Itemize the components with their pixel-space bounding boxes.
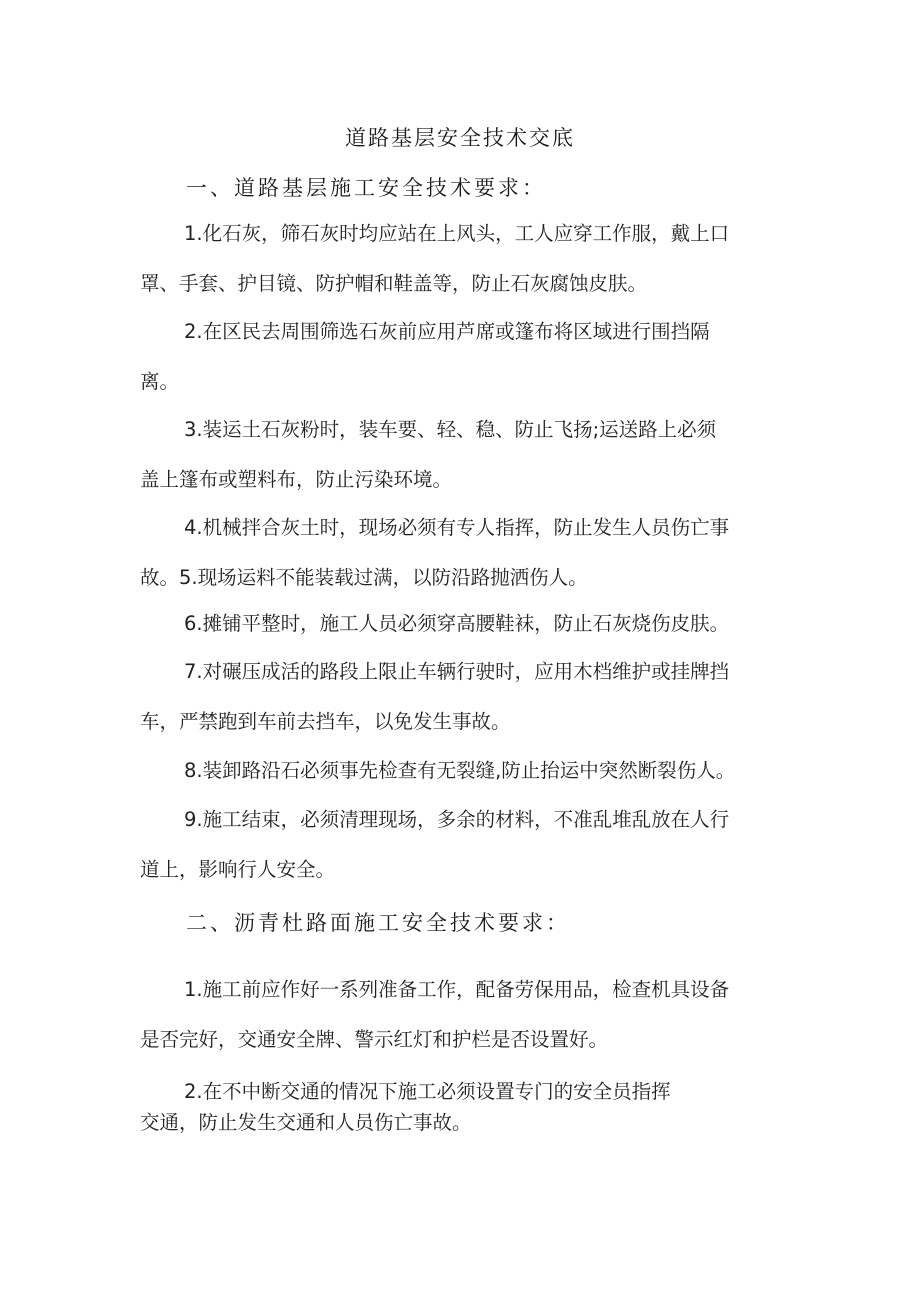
section-1-item-7 [140, 647, 800, 747]
section-1-item-9 [140, 795, 800, 895]
section-2-item-1 [140, 965, 800, 1065]
section-1-item-3 [140, 405, 800, 505]
paragraph-line: 故。5.现场运料不能装载过满，以防沿路抛洒伤人。 [140, 566, 588, 589]
section-1-item-8 [140, 746, 800, 796]
paragraph-line: 4.机械拌合灰土时，现场必须有专人指挥，防止发生人员伤亡事 [184, 516, 730, 539]
section-2-item-2 [140, 1076, 800, 1138]
section-1-item-1 [140, 209, 800, 309]
paragraph-line: 2.在区民去周围筛选石灰前应用芦席或篷布将区域进行围挡隔 [184, 320, 710, 343]
paragraph-line: 6.摊铺平整时，施工人员必须穿高腰鞋袜，防止石灰烧伤皮肤。 [184, 612, 730, 635]
paragraph-line: 是否完好，交通安全牌、警示红灯和护栏是否设置好。 [140, 1028, 609, 1051]
paragraph-line: 离。 [140, 370, 180, 393]
paragraph-line: 8.装卸路沿石必须事先检查有无裂缝,防止抬运中突然断裂伤人。 [184, 759, 736, 782]
section-1-item-2 [140, 307, 800, 407]
paragraph-line: 7.对碾压成活的路段上限止车辆行驶时，应用木档维护或挂牌挡 [184, 660, 730, 683]
paragraph-line: 罩、手套、护目镜、防护帽和鞋盖等，防止石灰腐蚀皮肤。 [140, 272, 648, 295]
paragraph-line: 3.装运土石灰粉时，装车要、轻、稳、防止飞扬;运送路上必须 [184, 418, 717, 441]
document-title: 道路基层安全技术交底 [345, 126, 575, 150]
section-1-item-4 [140, 503, 800, 603]
paragraph-line: 道上，影响行人安全。 [140, 858, 336, 881]
paragraph-line: 车，严禁跑到车前去挡车，以免发生事故。 [140, 710, 511, 733]
paragraph-line: 1.化石灰，筛石灰时均应站在上风头，工人应穿工作服，戴上口 [184, 222, 730, 245]
paragraph-line: 交通，防止发生交通和人员伤亡事故。 [140, 1111, 472, 1134]
section-1-item-6 [140, 599, 800, 649]
paragraph-line: 盖上篷布或塑料布，防止污染环境。 [140, 468, 453, 491]
section-2-heading: 二、沥青杜路面施工安全技术要求： [186, 911, 570, 935]
paragraph-line: 9.施工结束，必须清理现场，多余的材料，不准乱堆乱放在人行 [184, 808, 730, 831]
paragraph-line: 2.在不中断交通的情况下施工必须设置专门的安全员指挥 [184, 1080, 671, 1103]
paragraph-line: 1.施工前应作好一系列准备工作，配备劳保用品，检查机具设备 [184, 978, 730, 1001]
section-1-heading: 一、道路基层施工安全技术要求： [186, 176, 546, 200]
